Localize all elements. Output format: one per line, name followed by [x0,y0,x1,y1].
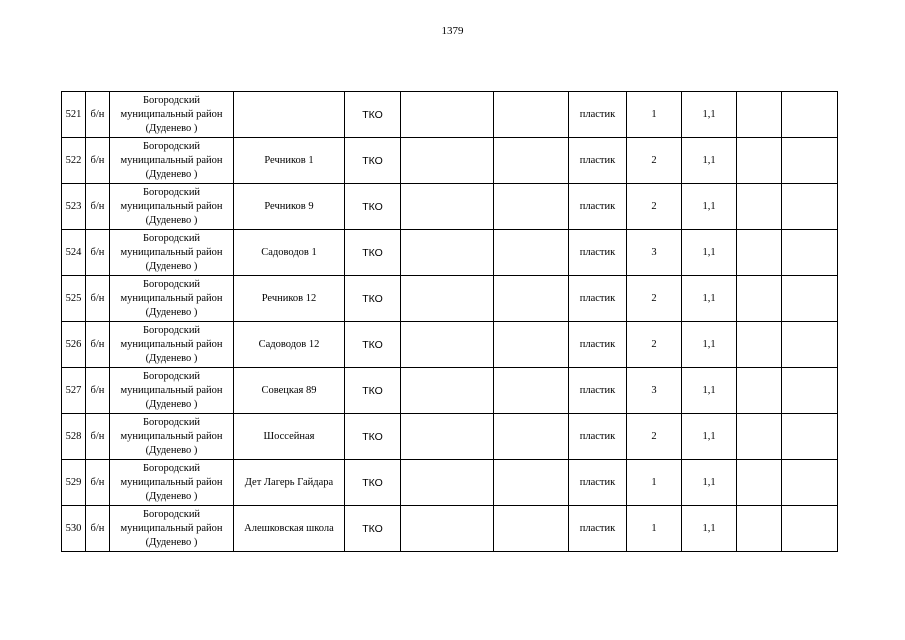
table-row [62,230,838,276]
empty-cell-4 [782,414,838,460]
empty-cell-4 [782,322,838,368]
container-count-cell: 1 [627,506,682,552]
waste-type-cell: ТКО [345,322,401,368]
empty-cell-4 [782,368,838,414]
container-volume-cell: 1,1 [682,138,737,184]
row-number-cell: 521 [62,92,86,138]
street-cell: Дет Лагерь Гайдара [234,460,345,506]
empty-cell-1 [401,460,494,506]
container-count-cell: 2 [627,322,682,368]
district-name: Богородский [142,370,201,382]
district-name: Богородский [142,462,201,474]
district-locality: (Дуденево ) [145,536,198,548]
district-name: Богородский [142,324,201,336]
district-locality: (Дуденево ) [145,260,198,272]
street-cell: Алешковская школа [234,506,345,552]
district-cell [110,184,234,230]
district-name: Богородский [142,140,201,152]
material-cell: пластик [569,368,627,414]
house-number-cell: б/н [86,322,110,368]
container-volume-cell: 1,1 [682,230,737,276]
row-number-cell: 522 [62,138,86,184]
table-row [62,138,838,184]
material-cell: пластик [569,506,627,552]
material-cell: пластик [569,230,627,276]
district-name: Богородский [142,416,201,428]
empty-cell-2 [494,184,569,230]
table-row [62,276,838,322]
empty-cell-2 [494,276,569,322]
row-number-cell: 525 [62,276,86,322]
empty-cell-3 [737,138,782,184]
district-type: муниципальный район [120,384,223,396]
material-cell: пластик [569,276,627,322]
material-cell: пластик [569,460,627,506]
house-number-cell: б/н [86,138,110,184]
house-number-cell: б/н [86,506,110,552]
empty-cell-2 [494,138,569,184]
empty-cell-1 [401,506,494,552]
empty-cell-4 [782,230,838,276]
container-volume-cell: 1,1 [682,368,737,414]
house-number-cell: б/н [86,230,110,276]
district-locality: (Дуденево ) [145,122,198,134]
street-cell: Совецкая 89 [234,368,345,414]
row-number-cell: 524 [62,230,86,276]
row-number-cell: 527 [62,368,86,414]
district-locality: (Дуденево ) [145,352,198,364]
row-number-cell: 528 [62,414,86,460]
table-row [62,184,838,230]
empty-cell-4 [782,92,838,138]
waste-type-cell: ТКО [345,276,401,322]
waste-type-cell: ТКО [345,230,401,276]
district-type: муниципальный район [120,522,223,534]
material-cell: пластик [569,322,627,368]
empty-cell-1 [401,138,494,184]
district-cell [110,368,234,414]
street-cell: Речников 9 [234,184,345,230]
empty-cell-2 [494,322,569,368]
empty-cell-2 [494,460,569,506]
container-site-table [61,91,838,552]
container-count-cell: 3 [627,368,682,414]
house-number-cell: б/н [86,414,110,460]
container-volume-cell: 1,1 [682,460,737,506]
empty-cell-2 [494,414,569,460]
district-cell [110,230,234,276]
district-cell [110,138,234,184]
empty-cell-2 [494,92,569,138]
empty-cell-3 [737,92,782,138]
district-name: Богородский [142,232,201,244]
house-number-cell: б/н [86,184,110,230]
container-count-cell: 2 [627,414,682,460]
district-name: Богородский [142,508,201,520]
empty-cell-1 [401,92,494,138]
container-volume-cell: 1,1 [682,92,737,138]
container-count-cell: 1 [627,460,682,506]
table-row [62,92,838,138]
district-name: Богородский [142,186,201,198]
district-cell [110,276,234,322]
house-number-cell: б/н [86,276,110,322]
row-number-cell: 523 [62,184,86,230]
container-volume-cell: 1,1 [682,506,737,552]
district-locality: (Дуденево ) [145,444,198,456]
district-cell [110,506,234,552]
empty-cell-4 [782,460,838,506]
container-volume-cell: 1,1 [682,184,737,230]
street-cell [234,92,345,138]
empty-cell-1 [401,368,494,414]
container-count-cell: 1 [627,92,682,138]
house-number-cell: б/н [86,368,110,414]
container-volume-cell: 1,1 [682,276,737,322]
material-cell: пластик [569,184,627,230]
page-number: 1379 [441,25,464,37]
district-name: Богородский [142,94,201,106]
district-type: муниципальный район [120,476,223,488]
container-count-cell: 2 [627,138,682,184]
table-row [62,414,838,460]
district-cell [110,414,234,460]
house-number-cell: б/н [86,460,110,506]
empty-cell-3 [737,184,782,230]
material-cell: пластик [569,414,627,460]
house-number-cell: б/н [86,92,110,138]
district-type: муниципальный район [120,292,223,304]
row-number-cell: 530 [62,506,86,552]
district-type: муниципальный район [120,200,223,212]
district-cell [110,460,234,506]
material-cell: пластик [569,92,627,138]
table-row [62,322,838,368]
empty-cell-3 [737,460,782,506]
empty-cell-3 [737,276,782,322]
material-cell: пластик [569,138,627,184]
empty-cell-4 [782,138,838,184]
district-type: муниципальный район [120,108,223,120]
district-locality: (Дуденево ) [145,398,198,410]
district-cell [110,322,234,368]
empty-cell-4 [782,506,838,552]
empty-cell-1 [401,414,494,460]
waste-type-cell: ТКО [345,92,401,138]
street-cell: Речников 12 [234,276,345,322]
district-type: муниципальный район [120,154,223,166]
waste-type-cell: ТКО [345,184,401,230]
district-locality: (Дуденево ) [145,214,198,226]
row-number-cell: 526 [62,322,86,368]
district-cell [110,92,234,138]
street-cell: Шоссейная [234,414,345,460]
empty-cell-1 [401,230,494,276]
district-type: муниципальный район [120,338,223,350]
waste-type-cell: ТКО [345,506,401,552]
row-number-cell: 529 [62,460,86,506]
empty-cell-3 [737,230,782,276]
empty-cell-3 [737,506,782,552]
table-row [62,368,838,414]
waste-type-cell: ТКО [345,138,401,184]
empty-cell-3 [737,414,782,460]
empty-cell-4 [782,276,838,322]
container-volume-cell: 1,1 [682,414,737,460]
waste-type-cell: ТКО [345,414,401,460]
container-count-cell: 2 [627,276,682,322]
street-cell: Садоводов 12 [234,322,345,368]
waste-type-cell: ТКО [345,460,401,506]
container-count-cell: 3 [627,230,682,276]
empty-cell-2 [494,506,569,552]
empty-cell-1 [401,276,494,322]
waste-type-cell: ТКО [345,368,401,414]
empty-cell-1 [401,184,494,230]
empty-cell-1 [401,322,494,368]
district-name: Богородский [142,278,201,290]
district-locality: (Дуденево ) [145,306,198,318]
district-locality: (Дуденево ) [145,168,198,180]
street-cell: Речников 1 [234,138,345,184]
district-locality: (Дуденево ) [145,490,198,502]
container-count-cell: 2 [627,184,682,230]
container-volume-cell: 1,1 [682,322,737,368]
empty-cell-2 [494,230,569,276]
district-type: муниципальный район [120,430,223,442]
street-cell: Садоводов 1 [234,230,345,276]
empty-cell-3 [737,322,782,368]
empty-cell-3 [737,368,782,414]
district-type: муниципальный район [120,246,223,258]
table-row [62,506,838,552]
table-row [62,460,838,506]
empty-cell-2 [494,368,569,414]
empty-cell-4 [782,184,838,230]
